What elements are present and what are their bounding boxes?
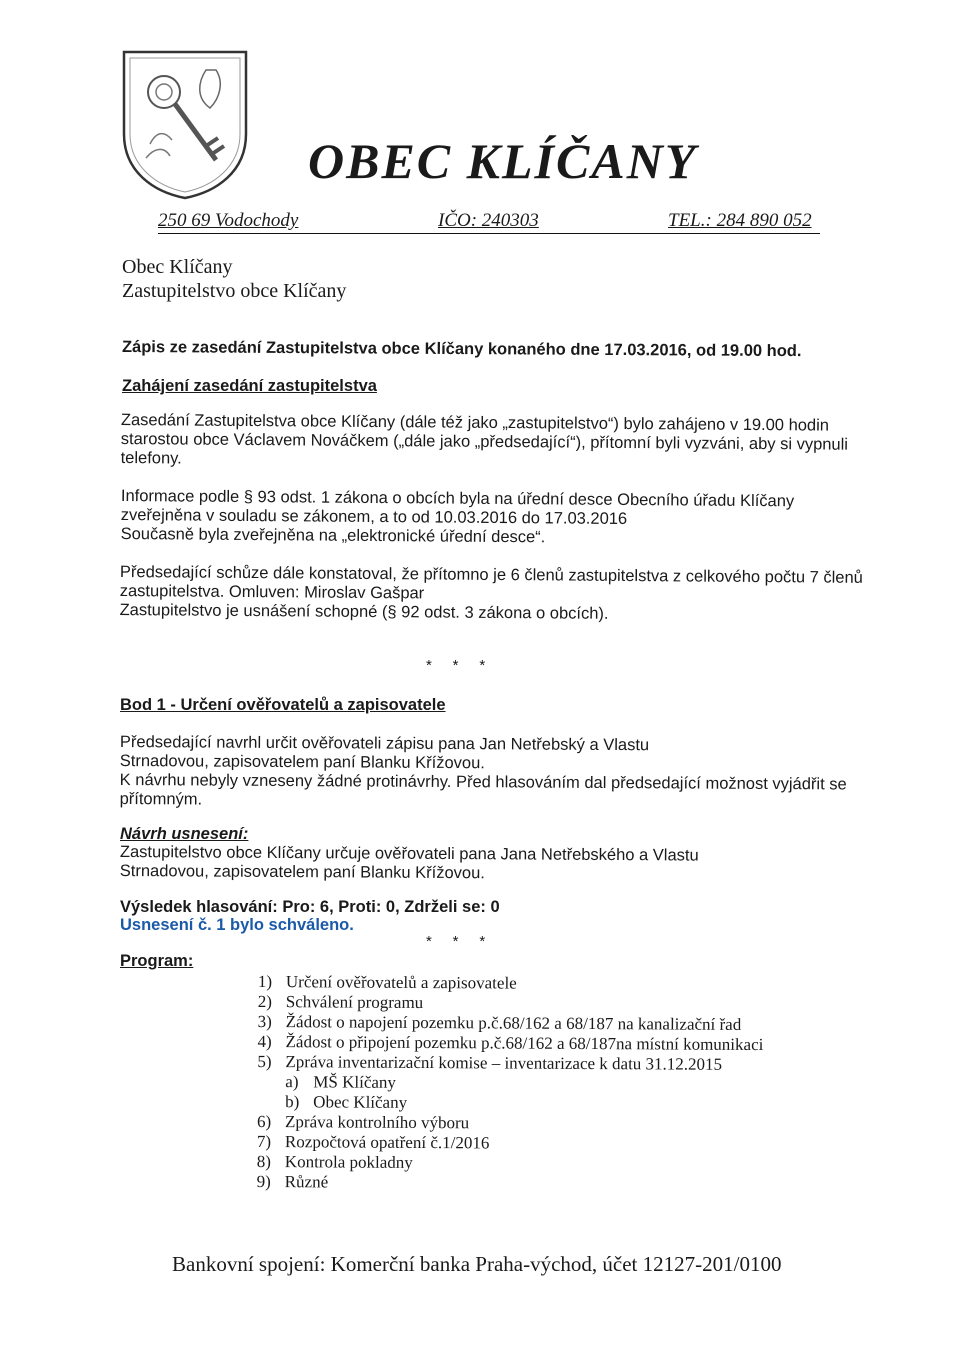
info-line: zveřejněna v souladu se zákonem, a to od 10.03.2016 do 17.03.2016	[120, 505, 628, 528]
opening-line: starostou obce Václavem Nováčkem („dále jako „předsedající“), přítomní byli vyzváni, aby si vypnuli	[120, 429, 849, 454]
quorum-line: Zastupitelstvo je usnášení schopné (§ 92 odst. 3 zákona o obcích).	[119, 600, 609, 623]
quorum-paragraph	[120, 563, 863, 626]
municipality-title: OBEC KLÍČANY	[308, 133, 698, 189]
program-item: 1) Určení ověřovatelů a zapisovatele	[257, 972, 517, 993]
proposal-heading: Návrh usnesení:	[120, 825, 249, 843]
quorum-line: zastupitelstva. Omluven: Miroslav Gašpar	[119, 581, 425, 603]
minutes-title: Zápis ze zasedání Zastupitelstva obce Klíčany konaného dne 17.03.2016, od 19.00 hod.	[121, 338, 802, 361]
header-ico: IČO: 240303	[438, 210, 539, 231]
opening-paragraph	[121, 411, 849, 474]
program-subitem: b) Obec Klíčany	[285, 1092, 408, 1112]
proposal-line: Strnadovou, zapisovatelem paní Blanku Křížovou.	[119, 861, 485, 883]
org-assembly: Zastupitelstvo obce Klíčany	[122, 280, 347, 302]
program-item: 6) Zpráva kontrolního výboru	[257, 1111, 470, 1133]
program-item: 5) Zpráva inventarizační komise – inventarizace k datu 31.12.2015	[257, 1051, 723, 1074]
item1-line: K návrhu nebyly vzneseny žádné protinávrhy. Před hlasováním dal předsedající možnost vyjádřit se	[119, 770, 847, 794]
info-line: Informace podle § 93 odst. 1 zákona o obcích byla na úřední desce Obecního úřadu Klíčany	[120, 487, 795, 511]
info-line: Současně byla zveřejněna na „elektronické úřední desce“.	[120, 524, 546, 547]
program-item: 8) Kontrola pokladny	[256, 1151, 413, 1172]
header-rule	[158, 233, 820, 234]
program-item: 4) Žádost o připojení pozemku p.č.68/162 a 68/187na místní komunikaci	[257, 1031, 764, 1055]
vote-result: Výsledek hlasování: Pro: 6, Proti: 0, Zdrželi se: 0	[120, 898, 500, 916]
opening-line: Zasedání Zastupitelstva obce Klíčany (dále též jako „zastupitelstvo“) bylo zahájeno v 19.00 hodin	[120, 411, 830, 435]
info-paragraph	[121, 487, 795, 549]
section-separator: * * *	[426, 657, 486, 674]
opening-line: telefony.	[120, 448, 182, 468]
item1-line: Strnadovou, zapisovatelem paní Blanku Křížovou.	[119, 751, 485, 773]
program-item: 7) Rozpočtová opatření č.1/2016	[256, 1131, 490, 1153]
program-item: 9) Různé	[256, 1171, 329, 1192]
resolution-status: Usnesení č. 1 bylo schváleno.	[120, 916, 354, 934]
program-item: 3) Žádost o napojení pozemku p.č.68/162 a 68/187 na kanalizační řad	[257, 1011, 742, 1034]
coat-of-arms-icon	[120, 48, 250, 200]
item1-paragraph	[120, 733, 847, 813]
program-subitem: a) MŠ Klíčany	[285, 1072, 397, 1092]
proposal-paragraph	[120, 843, 699, 885]
quorum-line: Předsedající schůze dále konstatoval, že přítomno je 6 členů zastupitelstva z celkového počtu 7 členů	[119, 563, 863, 587]
bank-details-footer: Bankovní spojení: Komerční banka Praha-východ, účet 12127-201/0100	[172, 1252, 782, 1276]
proposal-line: Zastupitelstvo obce Klíčany určuje ověřovateli pana Jana Netřebského a Vlastu	[119, 843, 699, 865]
opening-heading: Zahájení zasedání zastupitelstva	[122, 377, 377, 395]
header-tel: TEL.: 284 890 052	[668, 210, 812, 231]
header-address: 250 69 Vodochody	[158, 210, 299, 231]
program-list	[257, 972, 764, 1195]
program-item: 2) Schválení programu	[257, 991, 424, 1013]
item1-line: Předsedající navrhl určit ověřovateli zápisu pana Jan Netřebský a Vlastu	[119, 733, 650, 755]
item1-heading: Bod 1 - Určení ověřovatelů a zapisovatele	[120, 696, 446, 714]
section-separator: * * *	[426, 933, 486, 950]
org-name: Obec Klíčany	[122, 256, 233, 278]
program-heading: Program:	[120, 952, 194, 970]
item1-line: přítomným.	[119, 789, 203, 809]
